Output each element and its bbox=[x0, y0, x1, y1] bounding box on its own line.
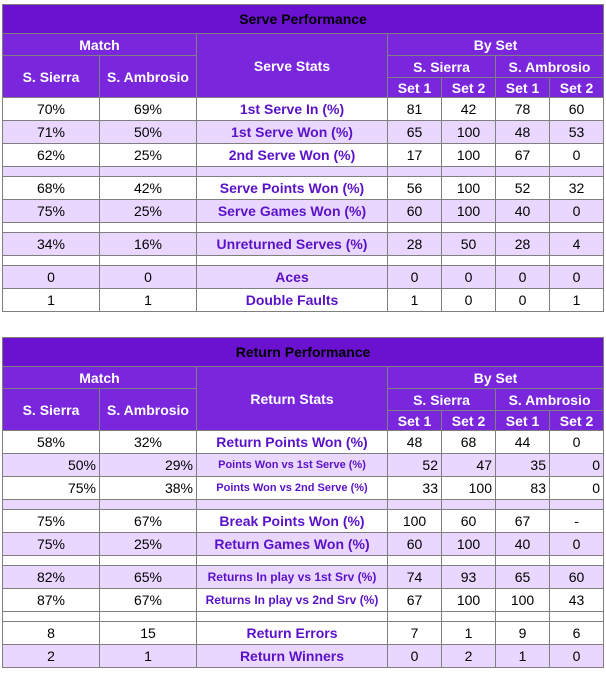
spacer-row bbox=[3, 167, 604, 177]
p1-value: 75% bbox=[3, 510, 100, 533]
p1-value: 71% bbox=[3, 121, 100, 144]
p1-value: 75% bbox=[3, 533, 100, 556]
return-performance-table bbox=[2, 337, 604, 668]
by-set-header: By Set bbox=[388, 34, 604, 56]
table-row bbox=[3, 454, 604, 477]
p2-value: 1 bbox=[100, 645, 197, 668]
player1-header: S. Sierra bbox=[3, 389, 100, 431]
by-set-header: By Set bbox=[388, 367, 604, 389]
stat-label: Returns In play vs 2nd Srv (%) bbox=[197, 589, 388, 612]
set-value: 2 bbox=[442, 645, 496, 668]
p1-value: 62% bbox=[3, 144, 100, 167]
table-row bbox=[3, 200, 604, 223]
p2-value: 65% bbox=[100, 566, 197, 589]
set-value: 0 bbox=[550, 477, 604, 500]
p2-value: 29% bbox=[100, 454, 197, 477]
set-value: 53 bbox=[550, 121, 604, 144]
set-value: 17 bbox=[388, 144, 442, 167]
player1-header: S. Sierra bbox=[3, 56, 100, 98]
p2-value: 42% bbox=[100, 177, 197, 200]
stat-label: Break Points Won (%) bbox=[197, 510, 388, 533]
set-value: 52 bbox=[496, 177, 550, 200]
set-value: 100 bbox=[442, 589, 496, 612]
table-row bbox=[3, 289, 604, 312]
set-value: 81 bbox=[388, 98, 442, 121]
p1-value: 0 bbox=[3, 266, 100, 289]
player2-header: S. Ambrosio bbox=[100, 389, 197, 431]
stat-label: Return Points Won (%) bbox=[197, 431, 388, 454]
table-row bbox=[3, 266, 604, 289]
spacer-row bbox=[3, 556, 604, 566]
spacer-row bbox=[3, 500, 604, 510]
set-value: 100 bbox=[442, 121, 496, 144]
set-value: 4 bbox=[550, 233, 604, 256]
p2-value: 25% bbox=[100, 144, 197, 167]
set2-header: Set 2 bbox=[550, 78, 604, 98]
p1-value: 2 bbox=[3, 645, 100, 668]
set-value: 1 bbox=[388, 289, 442, 312]
set-value: 0 bbox=[550, 266, 604, 289]
p2-value: 15 bbox=[100, 622, 197, 645]
table-row bbox=[3, 566, 604, 589]
p1-value: 82% bbox=[3, 566, 100, 589]
set-value: 67 bbox=[388, 589, 442, 612]
set-value: 60 bbox=[388, 533, 442, 556]
stat-label: 1st Serve In (%) bbox=[197, 98, 388, 121]
set-value: 33 bbox=[388, 477, 442, 500]
p2-value: 67% bbox=[100, 589, 197, 612]
set-value: 7 bbox=[388, 622, 442, 645]
p1-value: 58% bbox=[3, 431, 100, 454]
p2-value: 1 bbox=[100, 289, 197, 312]
p2-value: 0 bbox=[100, 266, 197, 289]
set-value: 0 bbox=[496, 266, 550, 289]
set-value: 0 bbox=[496, 289, 550, 312]
set2-header: Set 2 bbox=[442, 411, 496, 431]
set-value: 43 bbox=[550, 589, 604, 612]
set-value: 48 bbox=[388, 431, 442, 454]
set-value: 1 bbox=[550, 289, 604, 312]
set-value: 65 bbox=[388, 121, 442, 144]
table-row bbox=[3, 98, 604, 121]
set-value: 0 bbox=[388, 645, 442, 668]
table-row bbox=[3, 121, 604, 144]
spacer-row bbox=[3, 256, 604, 266]
stat-label: Return Errors bbox=[197, 622, 388, 645]
set-value: 100 bbox=[496, 589, 550, 612]
table-row bbox=[3, 144, 604, 167]
set-value: 35 bbox=[496, 454, 550, 477]
set-value: 42 bbox=[442, 98, 496, 121]
set1-header: Set 1 bbox=[496, 78, 550, 98]
p2-value: 25% bbox=[100, 533, 197, 556]
set-value: 100 bbox=[442, 533, 496, 556]
set-value: 9 bbox=[496, 622, 550, 645]
serve-stats-header: Serve Stats bbox=[197, 34, 388, 98]
set-value: 68 bbox=[442, 431, 496, 454]
set-value: 50 bbox=[442, 233, 496, 256]
p2-value: 69% bbox=[100, 98, 197, 121]
set2-header: Set 2 bbox=[442, 78, 496, 98]
stat-label: Points Won vs 1st Serve (%) bbox=[197, 454, 388, 477]
set-value: 0 bbox=[550, 431, 604, 454]
set1-header: Set 1 bbox=[496, 411, 550, 431]
match-header: Match bbox=[3, 367, 197, 389]
set-value: 0 bbox=[550, 200, 604, 223]
return-performance-title: Return Performance bbox=[3, 338, 604, 367]
p2-value: 16% bbox=[100, 233, 197, 256]
set-player1-header: S. Sierra bbox=[388, 56, 496, 78]
p1-value: 68% bbox=[3, 177, 100, 200]
set-value: 0 bbox=[550, 645, 604, 668]
p2-value: 67% bbox=[100, 510, 197, 533]
set-value: 100 bbox=[442, 477, 496, 500]
p1-value: 34% bbox=[3, 233, 100, 256]
stat-label: Serve Points Won (%) bbox=[197, 177, 388, 200]
set-value: 40 bbox=[496, 200, 550, 223]
set1-header: Set 1 bbox=[388, 411, 442, 431]
stat-label: 1st Serve Won (%) bbox=[197, 121, 388, 144]
player2-header: S. Ambrosio bbox=[100, 56, 197, 98]
p2-value: 38% bbox=[100, 477, 197, 500]
serve-performance-title: Serve Performance bbox=[3, 5, 604, 34]
set-value: 0 bbox=[442, 289, 496, 312]
serve-performance-table bbox=[2, 4, 604, 312]
set-value: 74 bbox=[388, 566, 442, 589]
set-value: 65 bbox=[496, 566, 550, 589]
set-value: 93 bbox=[442, 566, 496, 589]
stat-label: Return Games Won (%) bbox=[197, 533, 388, 556]
set-value: 100 bbox=[442, 177, 496, 200]
set-player2-header: S. Ambrosio bbox=[496, 389, 604, 411]
set-value: 83 bbox=[496, 477, 550, 500]
set-value: 52 bbox=[388, 454, 442, 477]
set-value: 0 bbox=[550, 454, 604, 477]
stat-label: Points Won vs 2nd Serve (%) bbox=[197, 477, 388, 500]
stat-label: Serve Games Won (%) bbox=[197, 200, 388, 223]
stat-label: Unreturned Serves (%) bbox=[197, 233, 388, 256]
set-value: 100 bbox=[388, 510, 442, 533]
table-row bbox=[3, 533, 604, 556]
set-value: 67 bbox=[496, 510, 550, 533]
spacer-row bbox=[3, 612, 604, 622]
set-value: 28 bbox=[496, 233, 550, 256]
table-row bbox=[3, 622, 604, 645]
set-value: 56 bbox=[388, 177, 442, 200]
set-player2-header: S. Ambrosio bbox=[496, 56, 604, 78]
p1-value: 70% bbox=[3, 98, 100, 121]
set-value: 40 bbox=[496, 533, 550, 556]
set-value: 0 bbox=[550, 144, 604, 167]
p1-value: 87% bbox=[3, 589, 100, 612]
set-value: 60 bbox=[550, 566, 604, 589]
table-row bbox=[3, 477, 604, 500]
p1-value: 50% bbox=[3, 454, 100, 477]
set-value: 60 bbox=[442, 510, 496, 533]
stat-label: 2nd Serve Won (%) bbox=[197, 144, 388, 167]
set-value: 47 bbox=[442, 454, 496, 477]
p1-value: 8 bbox=[3, 622, 100, 645]
set2-header: Set 2 bbox=[550, 411, 604, 431]
set-player1-header: S. Sierra bbox=[388, 389, 496, 411]
set-value: 60 bbox=[550, 98, 604, 121]
p2-value: 32% bbox=[100, 431, 197, 454]
set-value: 48 bbox=[496, 121, 550, 144]
set-value: - bbox=[550, 510, 604, 533]
set-value: 28 bbox=[388, 233, 442, 256]
set-value: 32 bbox=[550, 177, 604, 200]
set-value: 0 bbox=[550, 533, 604, 556]
p2-value: 50% bbox=[100, 121, 197, 144]
match-header: Match bbox=[3, 34, 197, 56]
set-value: 6 bbox=[550, 622, 604, 645]
stat-label: Aces bbox=[197, 266, 388, 289]
set-value: 78 bbox=[496, 98, 550, 121]
set-value: 44 bbox=[496, 431, 550, 454]
set-value: 0 bbox=[442, 266, 496, 289]
table-row bbox=[3, 645, 604, 668]
p1-value: 75% bbox=[3, 477, 100, 500]
set-value: 1 bbox=[496, 645, 550, 668]
set-value: 0 bbox=[388, 266, 442, 289]
table-row bbox=[3, 589, 604, 612]
p1-value: 1 bbox=[3, 289, 100, 312]
set1-header: Set 1 bbox=[388, 78, 442, 98]
spacer-row bbox=[3, 223, 604, 233]
stat-label: Double Faults bbox=[197, 289, 388, 312]
table-row bbox=[3, 510, 604, 533]
p2-value: 25% bbox=[100, 200, 197, 223]
set-value: 100 bbox=[442, 200, 496, 223]
p1-value: 75% bbox=[3, 200, 100, 223]
stat-label: Return Winners bbox=[197, 645, 388, 668]
table-row bbox=[3, 177, 604, 200]
set-value: 67 bbox=[496, 144, 550, 167]
set-value: 60 bbox=[388, 200, 442, 223]
stat-label: Returns In play vs 1st Srv (%) bbox=[197, 566, 388, 589]
return-stats-header: Return Stats bbox=[197, 367, 388, 431]
set-value: 100 bbox=[442, 144, 496, 167]
table-row bbox=[3, 233, 604, 256]
set-value: 1 bbox=[442, 622, 496, 645]
table-row bbox=[3, 431, 604, 454]
